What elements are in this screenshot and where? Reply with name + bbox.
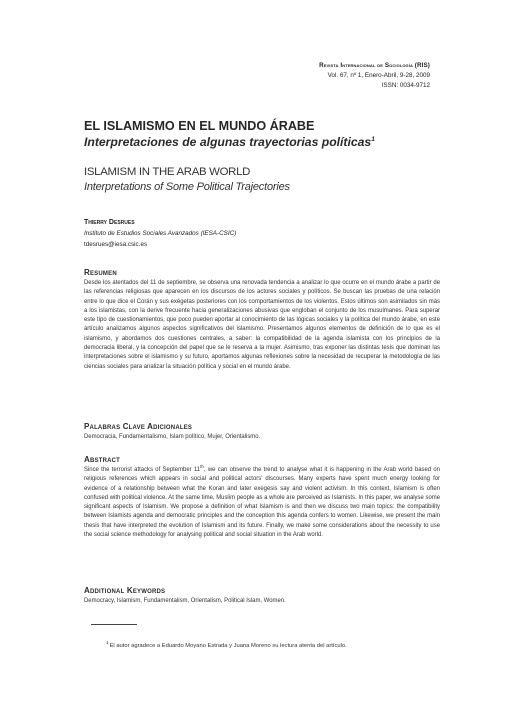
keywords-text: Democracy, Islamism, Fundamentalism, Orientalism, Political Islam, Women. [84,598,286,604]
title-block [84,118,440,195]
palabras-heading: Palabras Clave Adicionales [84,422,193,431]
spanish-subtitle [84,134,440,150]
english-title: ISLAMISM IN THE ARAB WORLD [84,166,251,178]
author-affiliation: Instituto de Estudios Sociales Avanzados (IESA-CSIC) [84,230,237,237]
journal-issue: Vol. 67, nº 1, Enero-Abril, 9-28, 2009 [327,72,430,79]
abstract-superscript: th [200,464,204,470]
abstract-heading: Abstract [84,455,121,464]
title-footnote-marker: 1 [371,135,375,143]
footnote-divider [91,624,137,625]
abstract-section [84,455,440,540]
footnote-marker: 1 [106,640,109,646]
abstract-text [84,466,440,540]
keywords-heading: Additional Keywords [84,586,166,595]
spanish-title: EL ISLAMISMO EN EL MUNDO ÁRABE [84,119,315,133]
resumen-heading: Resumen [84,268,117,277]
resumen-text: Desde los atentados del 11 de septiembre, se observa una renovada tendencia a analizar lo que ocurre en el mundo árabe a partir de las referencias religiosas que aparecen en los discursos de los actores sociales y políticos. Se buscan las pruebas de una relación entre lo que dice el Corán y sus exégetas posteriores con los comportamientos de los violentos. Estos últimos son asimilados sin más a los islamistas, con la derive frecuente hacia generalizaciones abusivas que engloban el conjunto de los musulmanes. Para superar este tipo de cuestionamientos, que poco pueden aportar al conocimiento de las lógicas sociales y la política del mundo árabe, en este artículo analizamos algunos aspectos significativos del islamismo. Presentamos algunos elementos de definición de lo que es el islamismo, y abordamos dos cuestiones centrales, a saber: la compatibilidad de la agenda islamista con los principios de la democracia liberal, y la concepción del papel que se le reserva a la mujer. Asimismo, tras exponer las distintas tesis que dominan las interpretaciones sobre el islamismo y su futuro, aportamos algunas reflexiones sobre la necesidad de recuperar la metodología de las ciencias sociales para analizar la situación política y social en el mundo árabe. [84,280,440,370]
spanish-subtitle-text: Interpretaciones de algunas trayectorias políticas [84,135,372,149]
abstract-text-rest: , we can observe the trend to analyse what it is happening in the Arab world based on religious references which appears in social and political actors' discourses. Many experts have spent much energy looking for evidence of a relationship between what the Koran and later exegesis say and violent activism. In this context, Islamism is often confused with political violence. At the same time, Muslim people as a whole are perceived as Islamists. In this paper, we analyse some significant aspects of Islamism. We propose a definition of what Islamism is and then we discuss two main topics: the compatibility between Islamists agenda and democratic principles and the conception this agenda confers to women. Likewise, we present the main thesis that have interpreted the evolution of Islamism and its future. Finally, we make some considerations about the necessity to use the social science methodology for analysing political and social situation in the Arab world. [84,467,440,539]
author-email[interactable]: tdesrues@iesa.csic.es [84,241,148,248]
journal-name: Revista Internacional de Sociología (RIS) [319,62,430,69]
palabras-section [84,422,440,442]
resumen-section [84,268,440,372]
palabras-text: Democracia, Fundamentalismo, Islam político, Mujer, Orientalismo. [84,434,261,440]
abstract-text-start: Since the terrorist attacks of September 11 [84,467,201,473]
author-block [84,217,440,250]
journal-header [319,61,430,91]
footnote [106,642,436,651]
keywords-section [84,586,440,606]
english-subtitle: Interpretations of Some Political Trajectories [84,181,290,193]
footnote-text: El autor agradece a Eduardo Moyano Estrada y Juana Moreno su lectura atenta del artículo. [109,643,347,649]
author-name: Thierry Desrues [84,219,135,226]
journal-issn: ISSN: 0034-9712 [381,82,430,89]
